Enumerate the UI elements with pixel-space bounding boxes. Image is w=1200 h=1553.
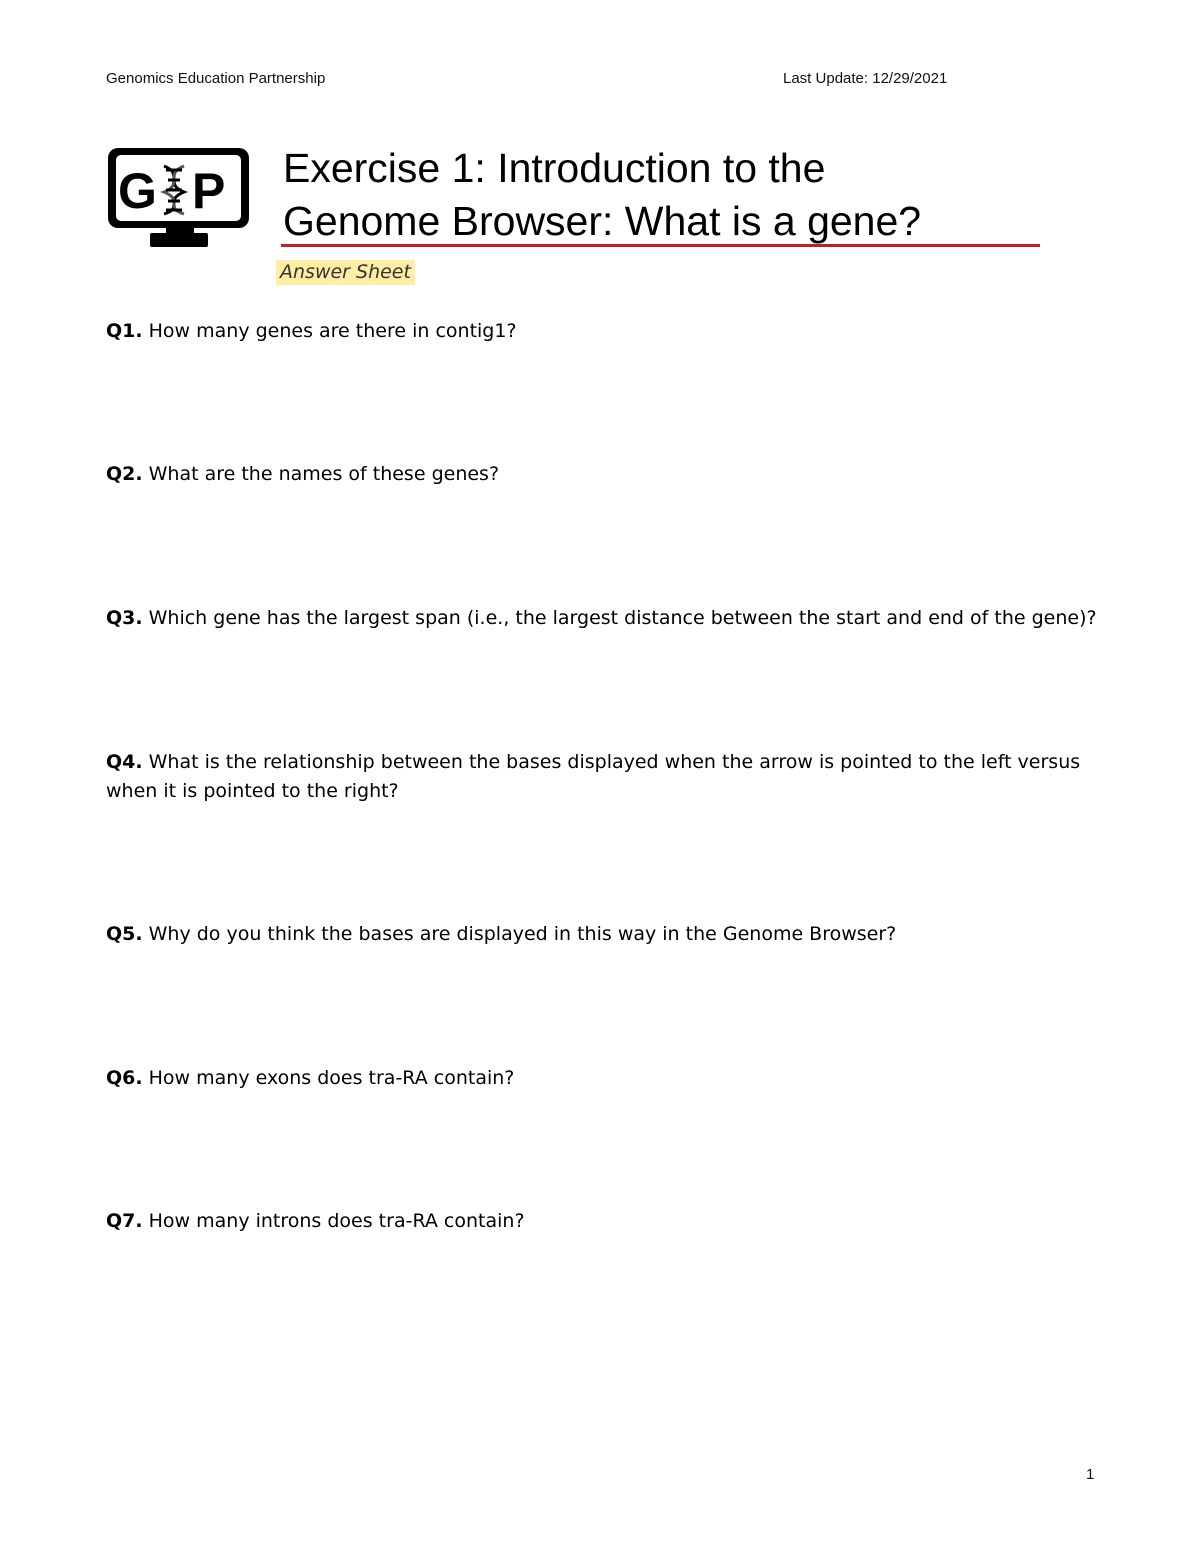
question-number: Q7. xyxy=(106,1210,143,1232)
header-last-update: Last Update: 12/29/2021 xyxy=(783,70,948,87)
svg-text:P: P xyxy=(192,163,226,219)
gep-logo xyxy=(104,144,254,252)
question-text: How many genes are there in contig1? xyxy=(142,320,517,342)
question-text: What are the names of these genes? xyxy=(142,463,500,485)
question-5 xyxy=(106,920,1106,949)
title-line-2: Genome Browser: What is a gene? xyxy=(283,198,922,244)
page-number: 1 xyxy=(1086,1466,1095,1483)
question-6 xyxy=(106,1064,1106,1093)
question-number: Q6. xyxy=(106,1067,143,1089)
question-text: What is the relationship between the bases displayed when the arrow is pointed to the left versus when it is pointed to the right? xyxy=(106,751,1081,802)
question-1 xyxy=(106,317,1106,346)
question-text: Which gene has the largest span (i.e., the largest distance between the start and end of the gene)? xyxy=(142,607,1097,629)
page-title xyxy=(283,142,1043,248)
question-text: How many introns does tra-RA contain? xyxy=(142,1210,525,1232)
svg-text:G: G xyxy=(118,163,157,219)
question-text: How many exons does tra-RA contain? xyxy=(142,1067,515,1089)
question-number: Q4. xyxy=(106,751,143,773)
question-3 xyxy=(106,604,1106,633)
header-organization: Genomics Education Partnership xyxy=(106,70,326,87)
question-number: Q1. xyxy=(106,320,143,342)
question-4 xyxy=(106,748,1106,806)
question-2 xyxy=(106,460,1106,489)
question-number: Q2. xyxy=(106,463,143,485)
title-line-1: Exercise 1: Introduction to the xyxy=(283,145,826,191)
question-text: Why do you think the bases are displayed in this way in the Genome Browser? xyxy=(142,923,897,945)
question-7 xyxy=(106,1207,1106,1236)
question-number: Q5. xyxy=(106,923,143,945)
question-number: Q3. xyxy=(106,607,143,629)
title-underline xyxy=(281,244,1040,247)
gep-monitor-logo-icon xyxy=(104,144,254,252)
answer-sheet-label: Answer Sheet xyxy=(276,260,415,285)
